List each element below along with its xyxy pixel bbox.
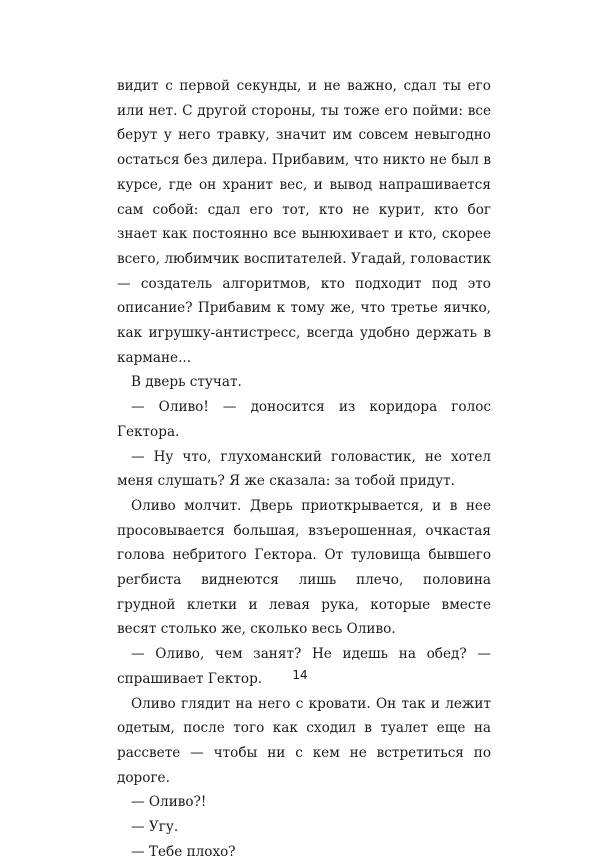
paragraph-5: Оливо молчит. Дверь приоткрывается, и в нее просовывается большая, взъерошенная, очкастая голова небритого Гектора. От туловища бывшего регбиста виднеются лишь плечо, половина грудной клетки и левая рука, которые вместе весят столько же, сколько весь Оливо.: [117, 497, 491, 638]
paragraph-9: — Угу.: [131, 819, 179, 836]
paragraph-2: В дверь стучат.: [131, 374, 242, 391]
paragraph-8: — Оливо?!: [131, 794, 207, 811]
body-text: [117, 74, 491, 865]
paragraph-1: видит с первой секунды, и не важно, сдал ты его или нет. С другой стороны, ты тоже его пойми: все берут у него травку, значит им совсем невыгодно остаться без дилера. Прибавим, что никто не был в курсе, где он хранит вес, и вывод напрашивается сам собой: сдал его тот, кто не курит, кто бог знает как постоянно все вынюхивает и кто, скорее всего, любимчик воспитателей. Угадай, головастик — создатель алгоритмов, кто подходит под это описание? Прибавим к тому же, что третье яичко, как игрушку-антистресс, всегда удобно держать в кармане...: [117, 78, 491, 366]
page-number: 14: [292, 668, 308, 682]
paragraph-3: — Оливо! — доносится из коридора голос Гектора.: [117, 399, 491, 440]
paragraph-10: — Тебе плохо?: [131, 843, 236, 860]
paragraph-6: — Оливо, чем занят? Не идешь на обед? — спрашивает Гектор.: [117, 646, 491, 687]
paragraph-7: Оливо глядит на него с кровати. Он так и лежит одетым, после того как сходил в туалет еще на рассвете — чтобы ни с кем не встретиться по дороге.: [117, 695, 491, 786]
paragraph-4: — Ну что, глухоманский головастик, не хотел меня слушать? Я же сказала: за тобой придут.: [117, 448, 491, 490]
